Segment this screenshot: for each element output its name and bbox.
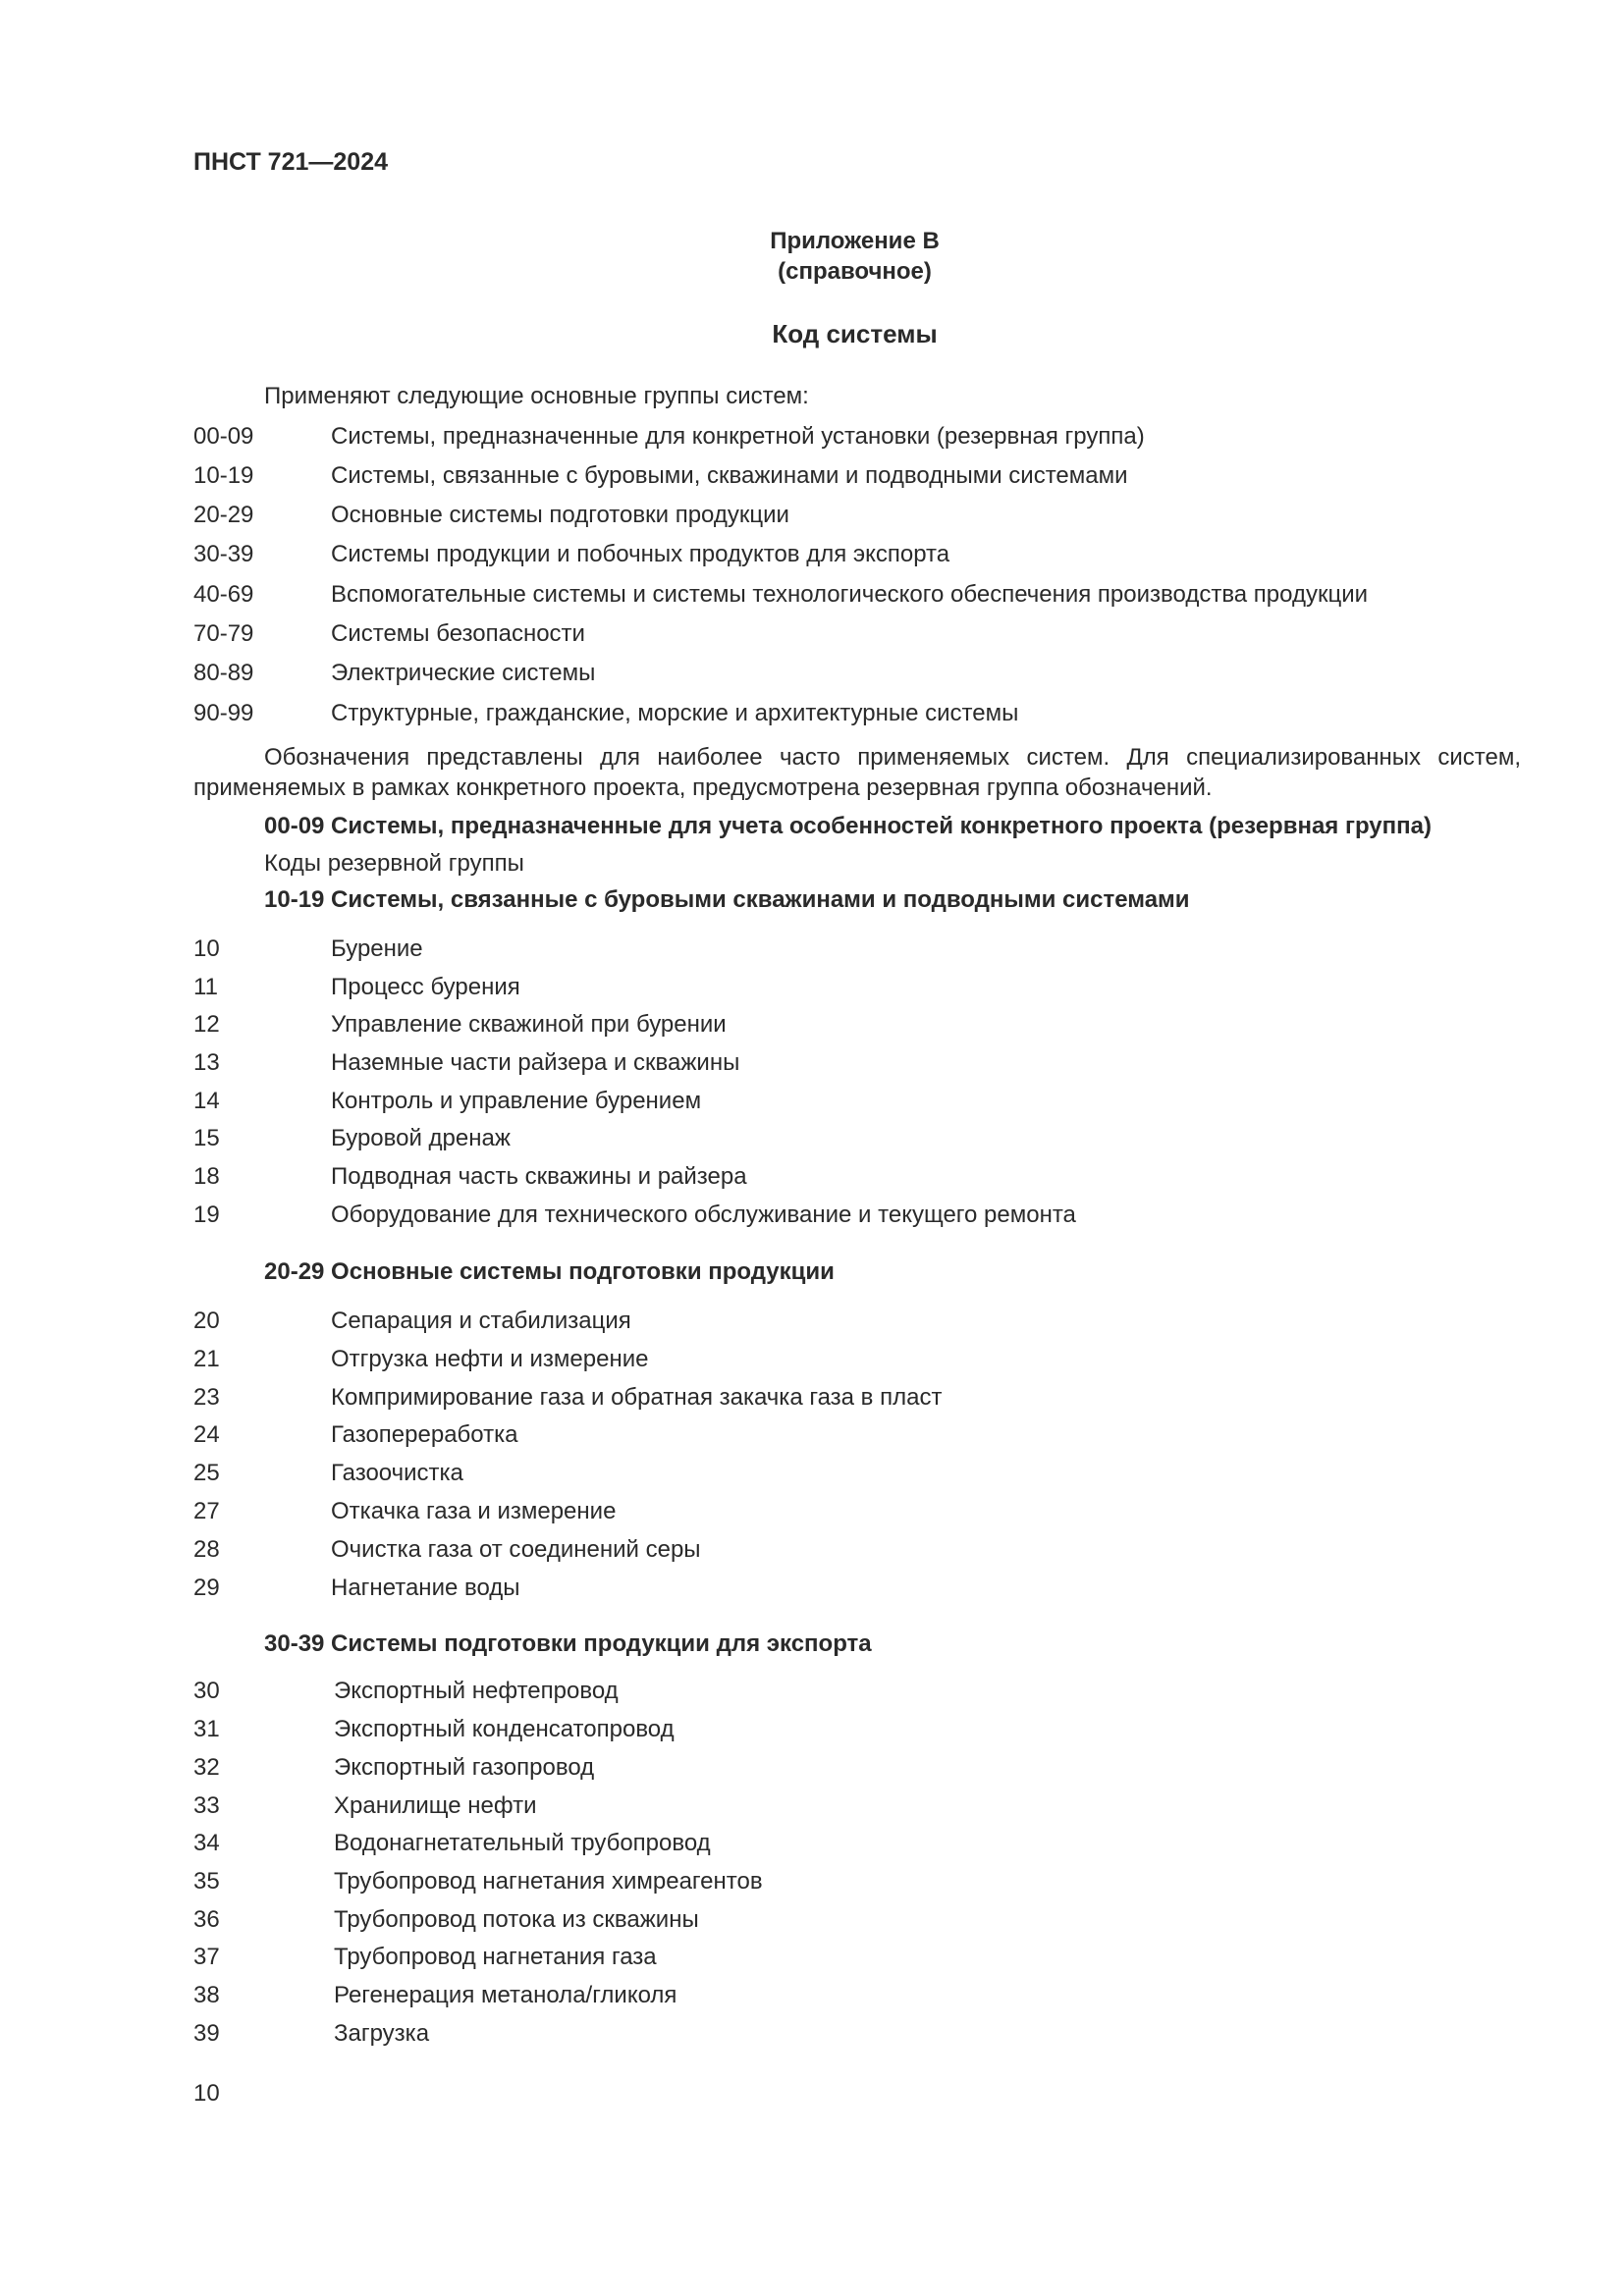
item-code: 20 [193,1308,220,1334]
item-label: Наземные части райзера и скважины [331,1049,740,1076]
item-code: 23 [193,1384,220,1411]
item-code: 18 [193,1163,220,1190]
appendix-title: Приложение В [770,228,940,254]
item-code: 24 [193,1421,220,1448]
note-paragraph [193,742,1521,803]
group-code: 00-09 [193,423,254,450]
note-text: Обозначения представлены для наиболее часто применяемых систем. Для специализированных систем, применяемых в рамках конкретного проекта, предусмотрена резервная группа обозначений. [193,744,1521,801]
item-label: Газопереработка [331,1421,518,1448]
item-label: Контроль и управление бурением [331,1088,702,1114]
item-code: 32 [193,1754,220,1781]
item-code: 25 [193,1460,220,1486]
section-heading-00: 00-09 Системы, предназначенные для учета особенностей конкретного проекта (резервная группа) [264,813,1432,839]
item-code: 30 [193,1678,220,1704]
item-code: 34 [193,1830,220,1856]
item-code: 19 [193,1201,220,1228]
item-label: Сепарация и стабилизация [331,1308,631,1334]
item-label: Отгрузка нефти и измерение [331,1346,649,1372]
item-code: 39 [193,2020,220,2047]
group-label: Вспомогательные системы и системы технологического обеспечения производства продукции [331,581,1369,608]
appendix-subtitle: (справочное) [778,258,932,285]
item-label: Подводная часть скважины и райзера [331,1163,747,1190]
item-label: Буровой дренаж [331,1125,511,1151]
item-code: 11 [193,974,218,1000]
section-title: Код системы [772,319,938,348]
group-code: 70-79 [193,620,254,647]
intro-text: Применяют следующие основные группы систем: [264,383,809,409]
group-code: 90-99 [193,700,254,726]
item-label: Трубопровод нагнетания химреагентов [334,1868,763,1895]
item-label: Бурение [331,935,423,962]
item-code: 15 [193,1125,220,1151]
item-code: 29 [193,1575,220,1601]
item-label: Трубопровод нагнетания газа [334,1944,657,1970]
group-label: Системы, связанные с буровыми, скважинами и подводными системами [331,462,1128,489]
item-code: 38 [193,1982,220,2008]
group-label: Электрические системы [331,660,596,686]
item-label: Управление скважиной при бурении [331,1011,727,1038]
item-label: Компримирование газа и обратная закачка газа в пласт [331,1384,943,1411]
item-label: Водонагнетательный трубопровод [334,1830,711,1856]
item-code: 12 [193,1011,220,1038]
item-code: 35 [193,1868,220,1895]
document-id: ПНСТ 721—2024 [193,148,388,176]
item-label: Регенерация метанола/гликоля [334,1982,677,2008]
item-label: Оборудование для технического обслуживание и текущего ремонта [331,1201,1076,1228]
item-code: 13 [193,1049,220,1076]
group-label: Основные системы подготовки продукции [331,502,789,528]
section-heading-20: 20-29 Основные системы подготовки продукции [264,1258,835,1285]
group-code: 20-29 [193,502,254,528]
item-label: Газоочистка [331,1460,463,1486]
section-heading-30: 30-39 Системы подготовки продукции для экспорта [264,1630,872,1657]
item-code: 10 [193,935,220,962]
item-code: 36 [193,1906,220,1933]
item-label: Экспортный нефтепровод [334,1678,619,1704]
group-label: Системы продукции и побочных продуктов для экспорта [331,541,950,567]
group-label: Системы, предназначенные для конкретной установки (резервная группа) [331,423,1145,450]
group-code: 80-89 [193,660,254,686]
group-code: 10-19 [193,462,254,489]
item-label: Нагнетание воды [331,1575,520,1601]
item-code: 37 [193,1944,220,1970]
group-label: Структурные, гражданские, морские и архитектурные системы [331,700,1019,726]
item-code: 33 [193,1792,220,1819]
item-code: 14 [193,1088,220,1114]
item-code: 31 [193,1716,220,1742]
item-code: 27 [193,1498,220,1524]
item-label: Трубопровод потока из скважины [334,1906,699,1933]
section-heading-10: 10-19 Системы, связанные с буровыми скважинами и подводными системами [264,886,1190,913]
item-code: 28 [193,1536,220,1563]
item-label: Загрузка [334,2020,430,2047]
group-code: 30-39 [193,541,254,567]
item-code: 21 [193,1346,220,1372]
item-label: Откачка газа и измерение [331,1498,617,1524]
item-label: Экспортный газопровод [334,1754,595,1781]
group-code: 40-69 [193,581,254,608]
section-00-text: Коды резервной группы [264,850,524,877]
group-label: Системы безопасности [331,620,585,647]
item-label: Очистка газа от соединений серы [331,1536,701,1563]
item-label: Процесс бурения [331,974,520,1000]
item-label: Хранилище нефти [334,1792,537,1819]
page-number: 10 [193,2080,220,2107]
item-label: Экспортный конденсатопровод [334,1716,675,1742]
